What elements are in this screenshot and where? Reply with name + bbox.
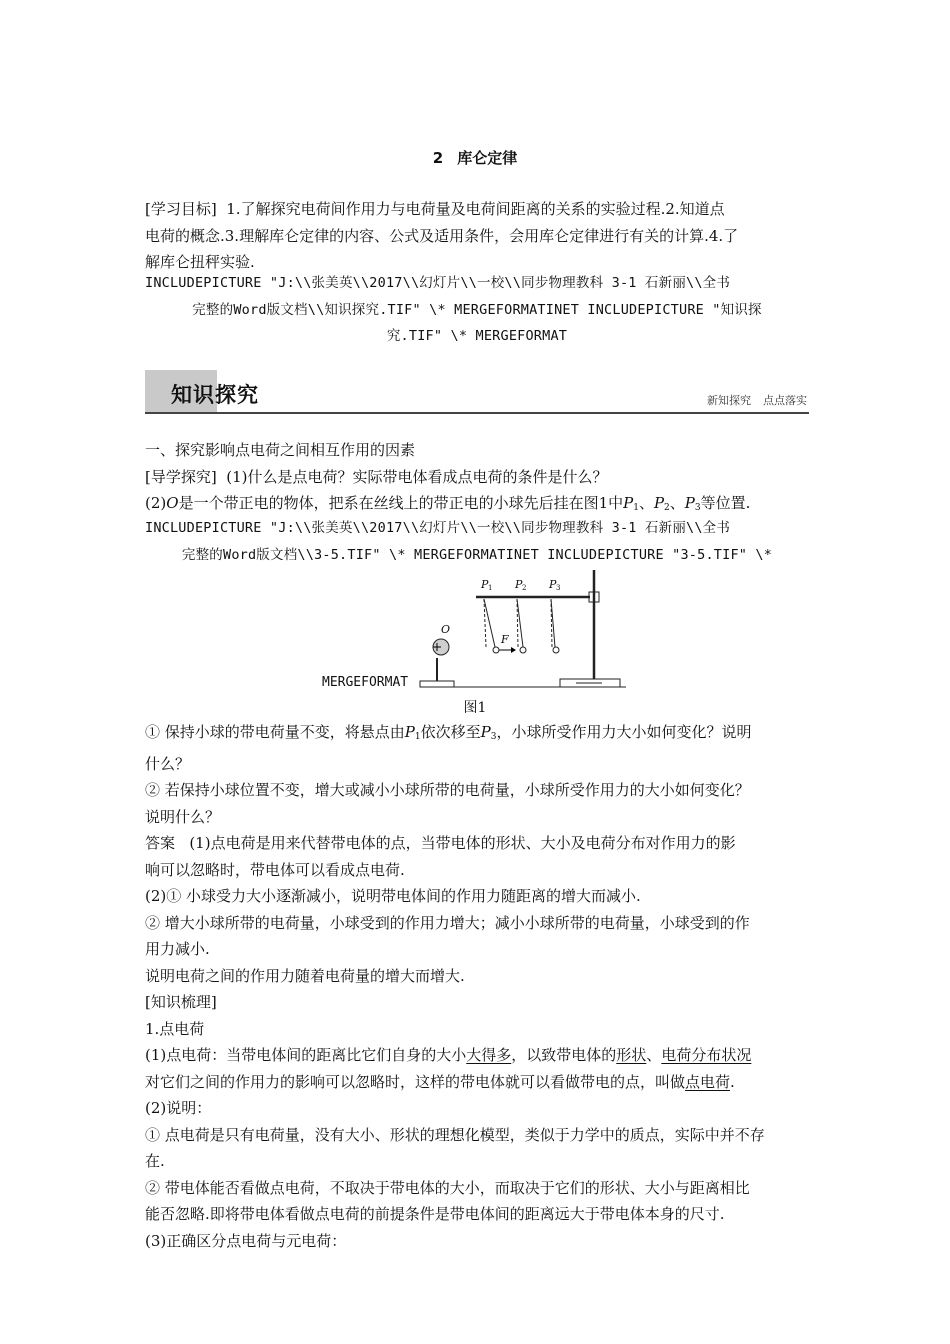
label-p3: P: [549, 578, 557, 591]
label-f: F: [501, 633, 509, 646]
item-1: ① 保持小球的带电荷量不变，将悬点由$P_1$依次移至$P_3$，小球所受作用力大小如何变化？说明: [145, 723, 752, 742]
section-banner: [145, 370, 809, 414]
item-2-cont: 说明什么？: [145, 807, 221, 826]
banner-label: 知识探究: [171, 383, 259, 407]
banner-rule: [145, 412, 809, 414]
include-line: 完整的Word版文档\\知识探究.TIF" \* MERGEFORMATINET INCLUDEPICTURE "知识探: [192, 301, 762, 318]
include-line: 究.TIF" \* MERGEFORMAT: [386, 328, 568, 344]
include-field-2: [145, 515, 809, 568]
include-line: INCLUDEPICTURE "J:\\张美英\\2017\\幻灯片\\一校\\同步物理教科 3-1 石新丽\\全书: [145, 275, 731, 291]
learning-objectives: [145, 196, 809, 276]
include-field-1: [145, 270, 809, 350]
comb-para-3-cont: 在.: [145, 1152, 165, 1170]
objectives-line: 1.了解探究电荷间作用力与电荷量及电荷间距离的关系的实验过程.2.知道点: [226, 200, 725, 218]
section-heading: 一、探究影响点电荷之间相互作用的因素: [145, 441, 416, 459]
comb-para-1: (1)点电荷：当带电体间的距离比它们自身的大小大得多，以致带电体的形状、电荷分布状况: [145, 1046, 752, 1064]
comb-tag: [知识梳理]: [145, 993, 217, 1011]
section-1: [145, 437, 809, 522]
label-p1: P: [481, 578, 489, 591]
objectives-tag: [学习目标]: [145, 200, 217, 218]
answer-1: 答案 (1)点电荷是用来代替带电体的点，当带电体的形状、大小及电荷分布对作用力的影: [145, 834, 736, 852]
answer-3-cont: 用力减小.: [145, 940, 210, 958]
label-o: O: [441, 623, 451, 636]
banner-subtitle: [695, 392, 807, 408]
label-p2-sub: 2: [522, 584, 527, 592]
objectives-line: 解库仑扭秤实验.: [145, 253, 255, 271]
comb-para-3: ① 点电荷是只有电荷量，没有大小、形状的理想化模型，类似于力学中的质点，实际中并不存: [145, 1125, 765, 1144]
answer-1-cont: 响可以忽略时，带电体可以看成点电荷.: [145, 860, 405, 879]
comb-para-4: ② 带电体能否看做点电荷，不取决于带电体的大小，而取决于它们的形状、大小与距离相比: [145, 1178, 750, 1197]
questions-and-answers: [145, 719, 809, 1254]
include-line: INCLUDEPICTURE "J:\\张美英\\2017\\幻灯片\\一校\\同步物理教科 3-1 石新丽\\全书: [145, 520, 731, 536]
answer-2: (2)① 小球受力大小逐渐减小，说明带电体间的作用力随距离的增大而减小.: [145, 887, 641, 905]
page-title: [0, 147, 950, 168]
guide-question-2: (2)O是一个带正电的物体，把系在丝线上的带正电的小球先后挂在图1中$P_1$、$P_2$、$P_3$等位置.: [145, 494, 751, 513]
label-p1-sub: 1: [488, 584, 493, 592]
comb-para-2: (2)说明：: [145, 1099, 212, 1117]
stand-base: [420, 681, 454, 687]
ball-p3: [553, 647, 559, 653]
item-1-cont: 什么？: [145, 754, 191, 773]
include-line: 完整的Word版文档\\3-5.TIF" \* MERGEFORMATINET INCLUDEPICTURE "3-5.TIF" \*: [181, 546, 773, 563]
banner-subtitle-1: 新知探究: [707, 394, 751, 407]
banner-subtitle-2: 点点落实: [763, 394, 807, 407]
label-p3-sub: 3: [556, 584, 561, 592]
comb-para-5: (3)正确区分点电荷与元电荷：: [145, 1231, 347, 1250]
guide-question-1: (1)什么是点电荷？实际带电体看成点电荷的条件是什么？: [226, 467, 608, 486]
answer-tag: 答案: [145, 834, 176, 852]
label-p2: P: [515, 578, 523, 591]
merge-format-tail: MERGEFORMAT: [322, 675, 409, 690]
comb-para-4-cont: 能否忽略.即将带电体看做点电荷的前提条件是带电体间的距离远大于带电体本身的尺寸.: [145, 1205, 725, 1223]
figure-caption: 图1: [463, 700, 487, 716]
comb-heading-1: 1.点电荷: [145, 1019, 205, 1038]
item-2: ② 若保持小球位置不变，增大或减小小球所带的电荷量，小球所受作用力的大小如何变化？: [145, 781, 750, 799]
answer-4: 说明电荷之间的作用力随着电荷量的增大而增大.: [145, 966, 465, 985]
title-text: 库仑定律: [457, 149, 518, 167]
ball-p1: [493, 647, 499, 653]
title-number: 2: [432, 149, 444, 167]
objectives-line: 电荷的概念.3.理解库仑定律的内容、公式及适用条件，会用库仑定律进行有关的计算.4.了: [145, 226, 739, 245]
ball-p2: [520, 647, 526, 653]
comb-para-1-cont: 对它们之间的作用力的影响可以忽略时，这样的带电体就可以看做带电的点，叫做点电荷.: [145, 1072, 735, 1091]
answer-3: ② 增大小球所带的电荷量，小球受到的作用力增大；减小小球所带的电荷量，小球受到的作: [145, 913, 750, 932]
guide-tag: [导学探究]: [145, 467, 217, 486]
